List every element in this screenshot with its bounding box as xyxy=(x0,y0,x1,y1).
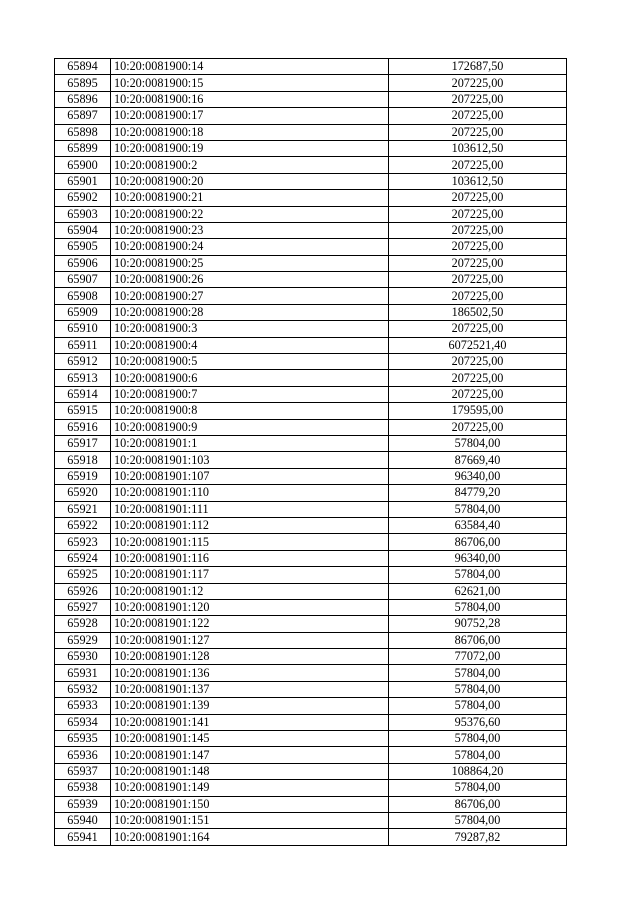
row-number-cell: 65939 xyxy=(55,796,111,812)
cadastral-value-cell: 57804,00 xyxy=(389,731,567,747)
cadastral-number-cell: 10:20:0081900:27 xyxy=(111,288,389,304)
table-row xyxy=(55,272,567,288)
row-number-cell: 65900 xyxy=(55,157,111,173)
table-row xyxy=(55,403,567,419)
cadastral-value-cell: 90752,28 xyxy=(389,616,567,632)
cadastral-number-cell: 10:20:0081900:8 xyxy=(111,403,389,419)
cadastral-value-cell: 57804,00 xyxy=(389,665,567,681)
row-number-cell: 65899 xyxy=(55,140,111,156)
row-number-cell: 65897 xyxy=(55,108,111,124)
table-row xyxy=(55,517,567,533)
table-row xyxy=(55,91,567,107)
cadastral-value-cell: 86706,00 xyxy=(389,796,567,812)
cadastral-value-cell: 207225,00 xyxy=(389,108,567,124)
cadastral-number-cell: 10:20:0081900:2 xyxy=(111,157,389,173)
row-number-cell: 65929 xyxy=(55,632,111,648)
row-number-cell: 65895 xyxy=(55,75,111,91)
row-number-cell: 65924 xyxy=(55,550,111,566)
cadastral-number-cell: 10:20:0081900:20 xyxy=(111,173,389,189)
cadastral-value-cell: 62621,00 xyxy=(389,583,567,599)
cadastral-number-cell: 10:20:0081900:22 xyxy=(111,206,389,222)
cadastral-value-cell: 207225,00 xyxy=(389,321,567,337)
table-row xyxy=(55,173,567,189)
row-number-cell: 65906 xyxy=(55,255,111,271)
cadastral-number-cell: 10:20:0081901:122 xyxy=(111,616,389,632)
table-row xyxy=(55,829,567,845)
table-row xyxy=(55,386,567,402)
row-number-cell: 65914 xyxy=(55,386,111,402)
cadastral-value-cell: 79287,82 xyxy=(389,829,567,845)
cadastral-value-table xyxy=(54,58,567,846)
row-number-cell: 65917 xyxy=(55,435,111,451)
table-body xyxy=(55,59,567,846)
cadastral-number-cell: 10:20:0081901:111 xyxy=(111,501,389,517)
row-number-cell: 65904 xyxy=(55,222,111,238)
row-number-cell: 65896 xyxy=(55,91,111,107)
table-row xyxy=(55,190,567,206)
row-number-cell: 65937 xyxy=(55,763,111,779)
cadastral-value-cell: 179595,00 xyxy=(389,403,567,419)
table-row xyxy=(55,108,567,124)
cadastral-number-cell: 10:20:0081900:16 xyxy=(111,91,389,107)
cadastral-number-cell: 10:20:0081901:148 xyxy=(111,763,389,779)
cadastral-value-cell: 207225,00 xyxy=(389,222,567,238)
table-row xyxy=(55,780,567,796)
table-row xyxy=(55,304,567,320)
row-number-cell: 65922 xyxy=(55,517,111,533)
row-number-cell: 65902 xyxy=(55,190,111,206)
table-row xyxy=(55,599,567,615)
row-number-cell: 65905 xyxy=(55,239,111,255)
table-row xyxy=(55,550,567,566)
table-row xyxy=(55,239,567,255)
cadastral-number-cell: 10:20:0081901:1 xyxy=(111,435,389,451)
cadastral-value-cell: 207225,00 xyxy=(389,206,567,222)
cadastral-number-cell: 10:20:0081901:150 xyxy=(111,796,389,812)
row-number-cell: 65941 xyxy=(55,829,111,845)
cadastral-number-cell: 10:20:0081900:5 xyxy=(111,354,389,370)
cadastral-value-cell: 57804,00 xyxy=(389,780,567,796)
table-row xyxy=(55,632,567,648)
cadastral-number-cell: 10:20:0081901:139 xyxy=(111,698,389,714)
table-row xyxy=(55,59,567,75)
cadastral-value-cell: 63584,40 xyxy=(389,517,567,533)
row-number-cell: 65925 xyxy=(55,567,111,583)
row-number-cell: 65921 xyxy=(55,501,111,517)
cadastral-value-cell: 57804,00 xyxy=(389,435,567,451)
table-row xyxy=(55,140,567,156)
cadastral-value-cell: 57804,00 xyxy=(389,747,567,763)
cadastral-number-cell: 10:20:0081900:24 xyxy=(111,239,389,255)
table-row xyxy=(55,435,567,451)
row-number-cell: 65903 xyxy=(55,206,111,222)
table-row xyxy=(55,616,567,632)
row-number-cell: 65901 xyxy=(55,173,111,189)
table-row xyxy=(55,419,567,435)
table-row xyxy=(55,681,567,697)
cadastral-number-cell: 10:20:0081900:3 xyxy=(111,321,389,337)
table-row xyxy=(55,714,567,730)
table-row xyxy=(55,567,567,583)
cadastral-number-cell: 10:20:0081900:21 xyxy=(111,190,389,206)
row-number-cell: 65934 xyxy=(55,714,111,730)
row-number-cell: 65908 xyxy=(55,288,111,304)
cadastral-value-cell: 84779,20 xyxy=(389,485,567,501)
row-number-cell: 65918 xyxy=(55,452,111,468)
cadastral-value-cell: 186502,50 xyxy=(389,304,567,320)
row-number-cell: 65931 xyxy=(55,665,111,681)
cadastral-number-cell: 10:20:0081901:110 xyxy=(111,485,389,501)
cadastral-value-cell: 57804,00 xyxy=(389,501,567,517)
cadastral-number-cell: 10:20:0081901:147 xyxy=(111,747,389,763)
cadastral-number-cell: 10:20:0081900:6 xyxy=(111,370,389,386)
cadastral-number-cell: 10:20:0081901:145 xyxy=(111,731,389,747)
table-row xyxy=(55,485,567,501)
cadastral-number-cell: 10:20:0081901:127 xyxy=(111,632,389,648)
cadastral-value-cell: 57804,00 xyxy=(389,698,567,714)
row-number-cell: 65926 xyxy=(55,583,111,599)
table-row xyxy=(55,354,567,370)
row-number-cell: 65920 xyxy=(55,485,111,501)
table-row xyxy=(55,206,567,222)
cadastral-number-cell: 10:20:0081901:12 xyxy=(111,583,389,599)
row-number-cell: 65932 xyxy=(55,681,111,697)
table-row xyxy=(55,812,567,828)
cadastral-number-cell: 10:20:0081900:23 xyxy=(111,222,389,238)
row-number-cell: 65935 xyxy=(55,731,111,747)
cadastral-number-cell: 10:20:0081901:128 xyxy=(111,649,389,665)
cadastral-number-cell: 10:20:0081901:116 xyxy=(111,550,389,566)
row-number-cell: 65916 xyxy=(55,419,111,435)
cadastral-value-cell: 57804,00 xyxy=(389,599,567,615)
cadastral-value-cell: 207225,00 xyxy=(389,255,567,271)
table-row xyxy=(55,763,567,779)
cadastral-value-cell: 96340,00 xyxy=(389,550,567,566)
cadastral-number-cell: 10:20:0081900:26 xyxy=(111,272,389,288)
table-row xyxy=(55,698,567,714)
table-row xyxy=(55,583,567,599)
table-row xyxy=(55,337,567,353)
cadastral-number-cell: 10:20:0081901:136 xyxy=(111,665,389,681)
row-number-cell: 65912 xyxy=(55,354,111,370)
row-number-cell: 65919 xyxy=(55,468,111,484)
row-number-cell: 65909 xyxy=(55,304,111,320)
row-number-cell: 65927 xyxy=(55,599,111,615)
table-row xyxy=(55,468,567,484)
table-row xyxy=(55,665,567,681)
row-number-cell: 65915 xyxy=(55,403,111,419)
cadastral-value-cell: 207225,00 xyxy=(389,288,567,304)
cadastral-number-cell: 10:20:0081900:19 xyxy=(111,140,389,156)
cadastral-number-cell: 10:20:0081901:103 xyxy=(111,452,389,468)
table-row xyxy=(55,534,567,550)
cadastral-value-cell: 95376,60 xyxy=(389,714,567,730)
cadastral-value-cell: 96340,00 xyxy=(389,468,567,484)
cadastral-value-cell: 207225,00 xyxy=(389,157,567,173)
row-number-cell: 65923 xyxy=(55,534,111,550)
cadastral-number-cell: 10:20:0081901:164 xyxy=(111,829,389,845)
cadastral-number-cell: 10:20:0081900:9 xyxy=(111,419,389,435)
row-number-cell: 65913 xyxy=(55,370,111,386)
table-row xyxy=(55,75,567,91)
table-row xyxy=(55,255,567,271)
cadastral-value-cell: 207225,00 xyxy=(389,419,567,435)
table-row xyxy=(55,796,567,812)
table-row xyxy=(55,501,567,517)
cadastral-number-cell: 10:20:0081901:117 xyxy=(111,567,389,583)
cadastral-number-cell: 10:20:0081900:18 xyxy=(111,124,389,140)
cadastral-value-cell: 108864,20 xyxy=(389,763,567,779)
row-number-cell: 65907 xyxy=(55,272,111,288)
cadastral-value-cell: 207225,00 xyxy=(389,190,567,206)
cadastral-value-cell: 77072,00 xyxy=(389,649,567,665)
cadastral-value-cell: 57804,00 xyxy=(389,681,567,697)
cadastral-value-cell: 207225,00 xyxy=(389,91,567,107)
cadastral-value-cell: 86706,00 xyxy=(389,632,567,648)
table-row xyxy=(55,731,567,747)
table-row xyxy=(55,649,567,665)
cadastral-number-cell: 10:20:0081901:149 xyxy=(111,780,389,796)
cadastral-value-cell: 207225,00 xyxy=(389,272,567,288)
row-number-cell: 65940 xyxy=(55,812,111,828)
cadastral-number-cell: 10:20:0081901:141 xyxy=(111,714,389,730)
cadastral-number-cell: 10:20:0081900:28 xyxy=(111,304,389,320)
table-row xyxy=(55,157,567,173)
cadastral-value-cell: 103612,50 xyxy=(389,140,567,156)
cadastral-number-cell: 10:20:0081901:120 xyxy=(111,599,389,615)
table-row xyxy=(55,222,567,238)
row-number-cell: 65898 xyxy=(55,124,111,140)
cadastral-value-cell: 172687,50 xyxy=(389,59,567,75)
cadastral-number-cell: 10:20:0081900:17 xyxy=(111,108,389,124)
cadastral-value-cell: 207225,00 xyxy=(389,354,567,370)
table-row xyxy=(55,124,567,140)
table-row xyxy=(55,321,567,337)
cadastral-number-cell: 10:20:0081900:25 xyxy=(111,255,389,271)
row-number-cell: 65930 xyxy=(55,649,111,665)
cadastral-number-cell: 10:20:0081901:115 xyxy=(111,534,389,550)
cadastral-value-cell: 207225,00 xyxy=(389,239,567,255)
cadastral-value-cell: 103612,50 xyxy=(389,173,567,189)
cadastral-number-cell: 10:20:0081900:4 xyxy=(111,337,389,353)
cadastral-value-cell: 86706,00 xyxy=(389,534,567,550)
cadastral-number-cell: 10:20:0081900:14 xyxy=(111,59,389,75)
row-number-cell: 65933 xyxy=(55,698,111,714)
cadastral-value-cell: 87669,40 xyxy=(389,452,567,468)
cadastral-number-cell: 10:20:0081901:151 xyxy=(111,812,389,828)
cadastral-value-cell: 207225,00 xyxy=(389,386,567,402)
cadastral-value-cell: 207225,00 xyxy=(389,124,567,140)
cadastral-value-cell: 57804,00 xyxy=(389,567,567,583)
row-number-cell: 65928 xyxy=(55,616,111,632)
table-row xyxy=(55,370,567,386)
row-number-cell: 65910 xyxy=(55,321,111,337)
cadastral-number-cell: 10:20:0081900:7 xyxy=(111,386,389,402)
table-row xyxy=(55,747,567,763)
cadastral-value-cell: 6072521,40 xyxy=(389,337,567,353)
row-number-cell: 65936 xyxy=(55,747,111,763)
table-row xyxy=(55,288,567,304)
row-number-cell: 65938 xyxy=(55,780,111,796)
cadastral-number-cell: 10:20:0081900:15 xyxy=(111,75,389,91)
cadastral-number-cell: 10:20:0081901:112 xyxy=(111,517,389,533)
cadastral-value-cell: 207225,00 xyxy=(389,370,567,386)
row-number-cell: 65894 xyxy=(55,59,111,75)
table-row xyxy=(55,452,567,468)
row-number-cell: 65911 xyxy=(55,337,111,353)
cadastral-value-cell: 207225,00 xyxy=(389,75,567,91)
cadastral-value-cell: 57804,00 xyxy=(389,812,567,828)
cadastral-number-cell: 10:20:0081901:107 xyxy=(111,468,389,484)
cadastral-number-cell: 10:20:0081901:137 xyxy=(111,681,389,697)
